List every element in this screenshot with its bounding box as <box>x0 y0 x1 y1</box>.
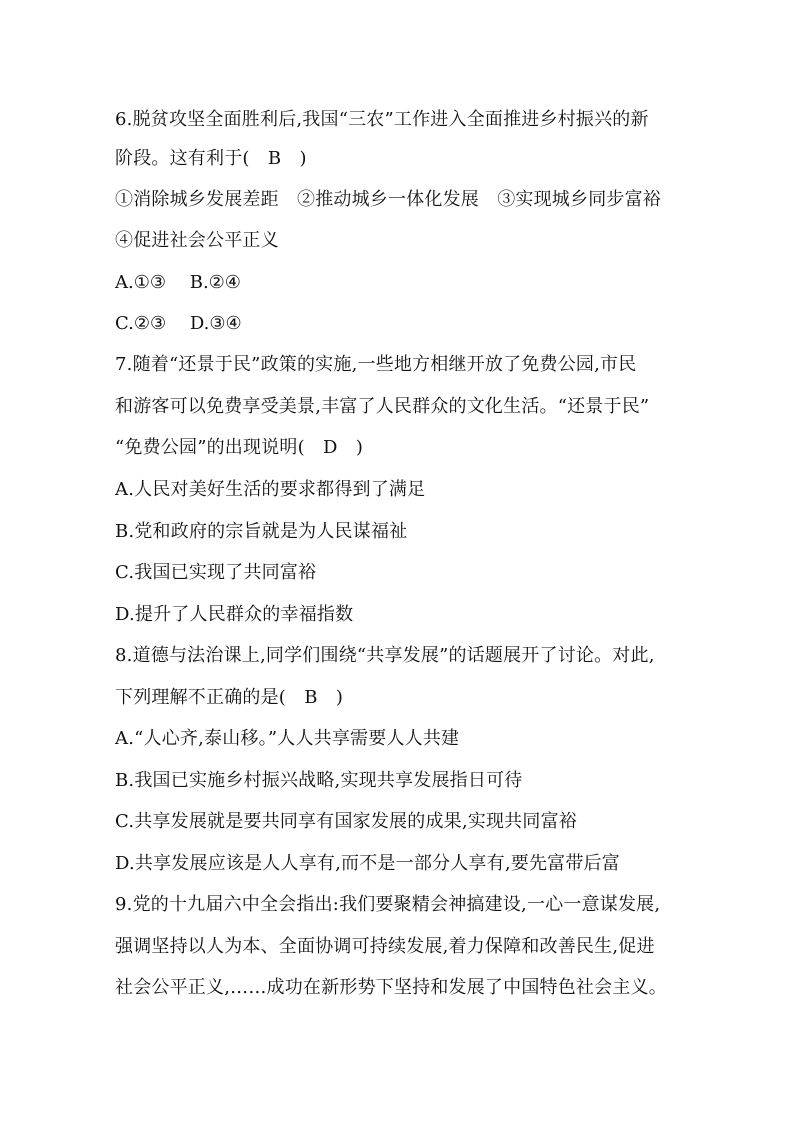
q6-options-line-1: A.①③ B.②④ <box>115 272 241 293</box>
q8-stem-line-2: 下列理解不正确的是( B ) <box>115 687 344 708</box>
q8-stem-line-1: 8.道德与法治课上,同学们围绕“共享发展”的话题展开了讨论。对此, <box>115 645 655 666</box>
q7-stem-line-2: 和游客可以免费享受美景,丰富了人民群众的文化生活。“还景于民” <box>115 396 650 417</box>
q8-option-c: C.共享发展就是要共同享有国家发展的成果,实现共同富裕 <box>115 811 577 832</box>
q6-statements-line-1: ①消除城乡发展差距 ②推动城乡一体化发展 ③实现城乡同步富裕 <box>115 189 661 210</box>
q6-stem-line-1: 6.脱贫攻坚全面胜利后,我国“三农”工作进入全面推进乡村振兴的新 <box>115 109 649 130</box>
q8-option-d: D.共享发展应该是人人享有,而不是一部分人享有,要先富带后富 <box>115 853 620 874</box>
q7-option-a: A.人民对美好生活的要求都得到了满足 <box>115 479 426 500</box>
q7-option-d: D.提升了人民群众的幸福指数 <box>115 604 354 625</box>
q9-stem-line-1: 9.党的十九届六中全会指出:我们要聚精会神搞建设,一心一意谋发展, <box>115 894 661 915</box>
q9-stem-line-2: 强调坚持以人为本、全面协调可持续发展,着力保障和改善民生,促进 <box>115 936 655 957</box>
q7-option-b: B.党和政府的宗旨就是为人民谋福祉 <box>115 521 408 542</box>
q6-options-line-2: C.②③ D.③④ <box>115 313 242 334</box>
q8-option-a: A.“人心齐,泰山移。”人人共享需要人人共建 <box>115 728 460 749</box>
q8-option-b: B.我国已实施乡村振兴战略,实现共享发展指日可待 <box>115 770 523 791</box>
q6-stem-line-2: 阶段。这有利于( B ) <box>115 148 307 169</box>
q7-stem-line-1: 7.随着“还景于民”政策的实施,一些地方相继开放了免费公园,市民 <box>115 354 637 375</box>
q9-stem-line-3: 社会公平正义,……成功在新形势下坚持和发展了中国特色社会主义。 <box>115 977 667 998</box>
q7-option-c: C.我国已实现了共同富裕 <box>115 562 317 583</box>
q6-statements-line-2: ④促进社会公平正义 <box>115 230 279 251</box>
q7-stem-line-3: “免费公园”的出现说明( D ) <box>115 437 364 458</box>
